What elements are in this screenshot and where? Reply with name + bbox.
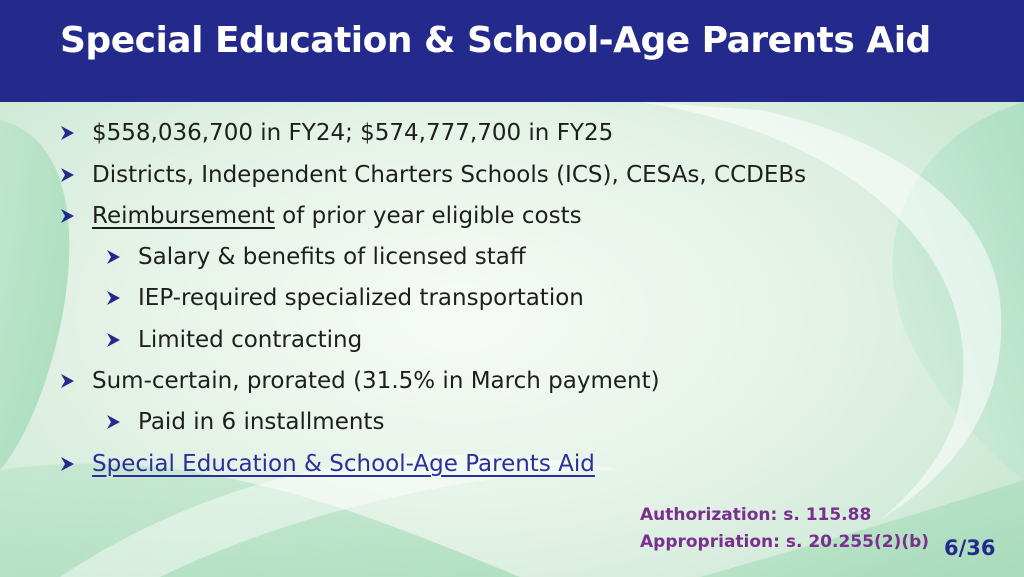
bullet-text: Salary & benefits of licensed staff: [138, 244, 526, 270]
bullet-funding: [58, 113, 613, 153]
sub-bullet-installments: [104, 402, 384, 442]
title-bar: [0, 0, 1024, 102]
reimbursement-term: Reimbursement: [92, 203, 275, 229]
bullet-text: $558,036,700 in FY24; $574,777,700 in FY25: [92, 120, 614, 146]
appropriation-text: Appropriation: s. 20.255(2)(b): [640, 532, 930, 552]
arrow-bullet-icon: [58, 455, 92, 473]
bullet-text: IEP-required specialized transportation: [138, 285, 584, 311]
arrow-bullet-icon: [58, 124, 92, 142]
bullet-aid-link: [58, 444, 595, 484]
page-number: 6/36: [944, 536, 996, 560]
arrow-bullet-icon: [104, 248, 138, 266]
arrow-bullet-icon: [58, 166, 92, 184]
arrow-bullet-icon: [104, 331, 138, 349]
sub-bullet-contracting: [104, 320, 362, 360]
bullet-text: of prior year eligible costs: [274, 203, 582, 229]
sub-bullet-salary: [104, 237, 526, 277]
statute-references: [640, 502, 929, 556]
authorization-text: Authorization: s. 115.88: [640, 505, 872, 525]
sub-bullet-transportation: [104, 278, 584, 318]
bullet-text: Paid in 6 installments: [138, 409, 385, 435]
arrow-bullet-icon: [58, 207, 92, 225]
arrow-bullet-icon: [104, 413, 138, 431]
bullet-text: Limited contracting: [138, 327, 363, 353]
aid-program-link[interactable]: Special Education & School-Age Parents Aid: [92, 451, 595, 477]
bullet-eligible-entities: [58, 155, 806, 195]
arrow-bullet-icon: [104, 289, 138, 307]
bullet-text: Districts, Independent Charters Schools (ICS), CESAs, CCDEBs: [92, 162, 807, 188]
bullet-text: Sum-certain, prorated (31.5% in March payment): [92, 368, 660, 394]
bullet-reimbursement: [58, 196, 582, 236]
bullet-sum-certain: [58, 361, 660, 401]
arrow-bullet-icon: [58, 372, 92, 390]
slide-title: Special Education & School-Age Parents Aid: [60, 20, 931, 61]
